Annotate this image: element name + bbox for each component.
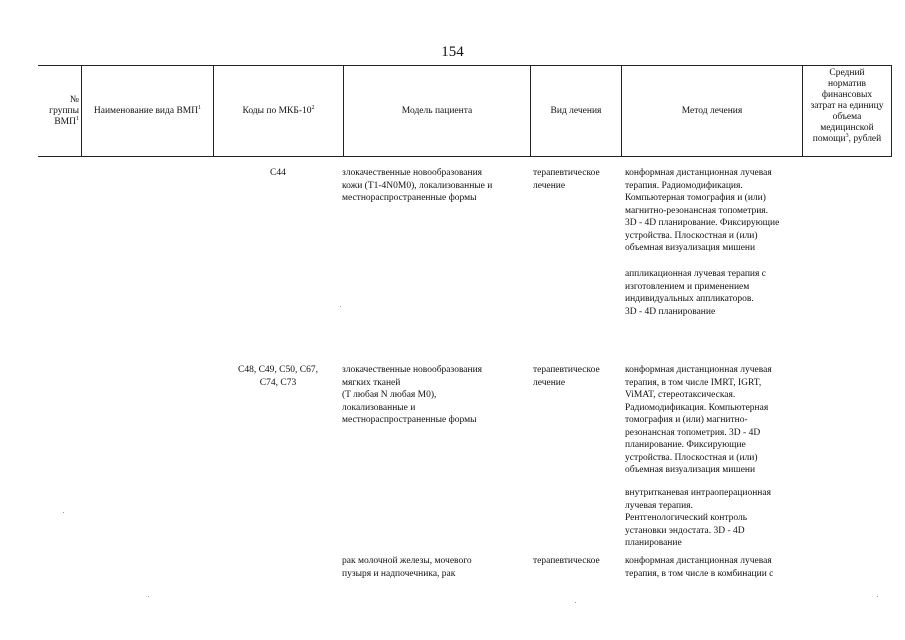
text-line: внутритканевая интраоперационная (625, 488, 771, 498)
header-text: объема (832, 112, 862, 122)
header-text: № (69, 94, 79, 105)
text-line: 3D - 4D планирование (625, 306, 716, 317)
row-2-method-2 (625, 487, 771, 550)
text-line: установки эндостата. 3D - 4D (625, 525, 745, 536)
text-line: злокачественные новообразования (342, 168, 483, 178)
row-1-treatment-type (533, 167, 600, 192)
row-2-patient-model (342, 364, 482, 427)
text-line: планирование. Фиксирующие (625, 440, 746, 450)
icd-code: C74, C73 (259, 377, 297, 388)
row-3-patient-model (342, 555, 472, 580)
footnote-mark: 3 (845, 132, 849, 139)
header-text: финансовых (821, 90, 873, 100)
header-text: Модель пациента (401, 105, 473, 116)
header-text: помощи (812, 134, 846, 144)
text-line: злокачественные новообразования (342, 365, 483, 375)
text-line: индивидуальных аппликаторов. (625, 294, 754, 304)
header-col-icd-codes (213, 66, 343, 156)
text-line: лучевая терапия. (625, 500, 693, 511)
text-line: резонансная топометрия. 3D - 4D (625, 427, 761, 438)
row-1-method-1 (625, 167, 779, 255)
text-line: устройства. Плоскостная и (или) (625, 452, 758, 463)
text-line: конформная дистанционная лучевая (625, 365, 772, 375)
row-1-codes (270, 167, 286, 180)
header-text: группы (49, 105, 79, 116)
header-text: Вид лечения (550, 105, 602, 116)
text-line: терапия, в том числе в комбинации с (625, 568, 774, 579)
scan-speck (877, 596, 878, 597)
text-line: терапевтическое (533, 168, 600, 178)
text-line: аппликационная лучевая терапия с (625, 269, 766, 279)
text-line: терапевтическое (533, 556, 600, 566)
text-line: лечение (533, 180, 566, 191)
text-line: ViMAT, стереотаксическая. (625, 390, 736, 400)
text-line: кожи (T1-4N0M0), локализованные и (342, 180, 493, 191)
text-line: Радиомодификация. Компьютерная (625, 402, 769, 413)
table-header (38, 65, 892, 157)
text-line: рак молочной железы, мочевого (342, 556, 472, 566)
scan-speck (148, 596, 149, 597)
footnote-mark: 1 (76, 115, 79, 122)
header-text: медицинской (820, 123, 874, 133)
header-col-vmp-name (81, 66, 213, 156)
text-line: лечение (533, 377, 566, 388)
row-2-codes (230, 364, 326, 389)
text-line: магнитно-резонансная топометрия. (625, 205, 769, 216)
icd-code: C48, C49, C50, C67, (238, 365, 318, 375)
row-3-treatment-type (533, 555, 600, 568)
header-text: ВМП (54, 116, 76, 127)
scan-speck (63, 512, 64, 513)
text-line: терапевтическое (533, 365, 600, 375)
text-line: изготовлением и применением (625, 281, 750, 292)
scan-speck (575, 602, 576, 603)
scan-speck (340, 306, 341, 307)
text-line: локализованные и (342, 402, 416, 413)
header-text: Метод лечения (681, 105, 743, 116)
header-text: затрат на единицу (810, 101, 884, 111)
page-number: 154 (441, 44, 464, 60)
header-col-treatment-method (621, 66, 802, 156)
header-col-group-number (38, 66, 81, 156)
header-text: , рублей (848, 134, 882, 144)
header-text: Средний (829, 68, 865, 78)
text-line: местнораспространенные формы (342, 193, 477, 203)
text-line: устройства. Плоскостная и (или) (625, 230, 758, 241)
text-line: мягких тканей (342, 377, 401, 388)
text-line: местнораспространенные формы (342, 415, 477, 425)
text-line: Рентгенологический контроль (625, 513, 748, 523)
text-line: 3D - 4D планирование. Фиксирующие (625, 218, 780, 228)
header-col-treatment-type (530, 66, 621, 156)
text-line: Компьютерная томография и (или) (625, 193, 766, 203)
text-line: объемная визуализация мишени (625, 243, 756, 253)
text-line: терапия, в том числе IMRT, IGRT, (625, 377, 762, 388)
header-text: Наименование вида ВМП (93, 105, 199, 116)
footnote-mark: 2 (311, 104, 315, 111)
header-text: норматив (827, 79, 867, 89)
header-text: Коды по МКБ-10 (242, 105, 312, 116)
text-line: конформная дистанционная лучевая (625, 556, 772, 566)
text-line: томография и (или) магнитно- (625, 415, 748, 425)
row-1-method-2 (625, 268, 766, 318)
row-1-patient-model (342, 167, 492, 205)
row-2-treatment-type (533, 364, 600, 389)
header-col-cost-standard (802, 66, 892, 156)
text-line: пузыря и надпочечника, рак (342, 568, 456, 579)
text-line: планирование (625, 538, 682, 548)
text-line: объемная визуализация мишени (625, 465, 756, 475)
text-line: (T любая N любая M0), (342, 390, 437, 400)
header-col-patient-model (343, 66, 530, 156)
footnote-mark: 1 (198, 104, 202, 111)
text-line: терапия. Радиомодификация. (625, 180, 743, 191)
row-2-method-1 (625, 364, 772, 477)
text-line: конформная дистанционная лучевая (625, 168, 772, 178)
icd-code: C44 (270, 168, 286, 178)
row-3-method-1 (625, 555, 773, 580)
